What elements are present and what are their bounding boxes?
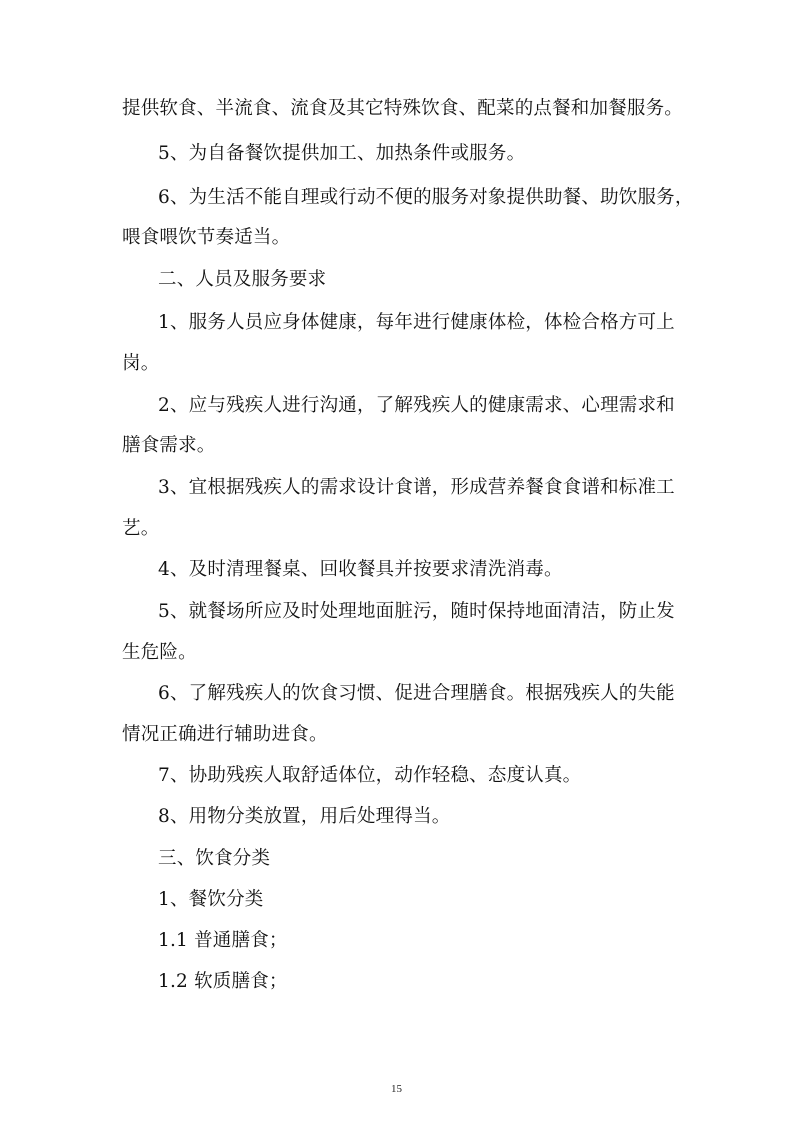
requirement-8-supplies: 8、用物分类放置，用后处理得当。 (158, 806, 451, 827)
requirement-1-continuation: 岗。 (122, 353, 160, 374)
requirement-6-continuation: 情况正确进行辅助进食。 (122, 724, 328, 745)
requirement-2-continuation: 膳食需求。 (122, 435, 216, 456)
page-number: 15 (391, 1083, 402, 1095)
requirement-7-positioning: 7、协助残疾人取舒适体位，动作轻稳、态度认真。 (158, 765, 582, 786)
requirement-3-menu-design: 3、宜根据残疾人的需求设计食谱，形成营养餐食食谱和标准工 (158, 477, 675, 498)
diet-item-1-1-regular: 1.1 普通膳食； (158, 930, 288, 951)
requirement-3-continuation: 艺。 (122, 518, 160, 539)
requirement-2-communication: 2、应与残疾人进行沟通，了解残疾人的健康需求、心理需求和 (158, 395, 675, 416)
section-heading-personnel-requirements: 二、人员及服务要求 (158, 269, 327, 290)
requirement-1-health: 1、服务人员应身体健康，每年进行健康体检，体检合格方可上 (158, 312, 675, 333)
requirement-6-eating-habits: 6、了解残疾人的饮食习惯、促进合理膳食。根据残疾人的失能 (158, 683, 675, 704)
requirement-5-dining-area: 5、就餐场所应及时处理地面脏污，随时保持地面清洁，防止发 (158, 601, 675, 622)
body-line-continuation: 提供软食、半流食、流食及其它特殊饮食、配菜的点餐和加餐服务。 (122, 98, 684, 119)
list-item-6-assisted-eating: 6、为生活不能自理或行动不便的服务对象提供助餐、助饮服务， (158, 187, 694, 208)
diet-item-1-2-soft: 1.2 软质膳食； (158, 971, 288, 992)
section-heading-diet-classification: 三、饮食分类 (158, 848, 271, 869)
subsection-meal-classification: 1、餐饮分类 (158, 889, 264, 910)
list-item-5-self-prepared-meals: 5、为自备餐饮提供加工、加热条件或服务。 (158, 143, 526, 164)
list-item-6-continuation: 喂食喂饮节奏适当。 (122, 227, 291, 248)
requirement-5-continuation: 生危险。 (122, 642, 197, 663)
requirement-4-cleaning: 4、及时清理餐桌、回收餐具并按要求清洗消毒。 (158, 559, 563, 580)
